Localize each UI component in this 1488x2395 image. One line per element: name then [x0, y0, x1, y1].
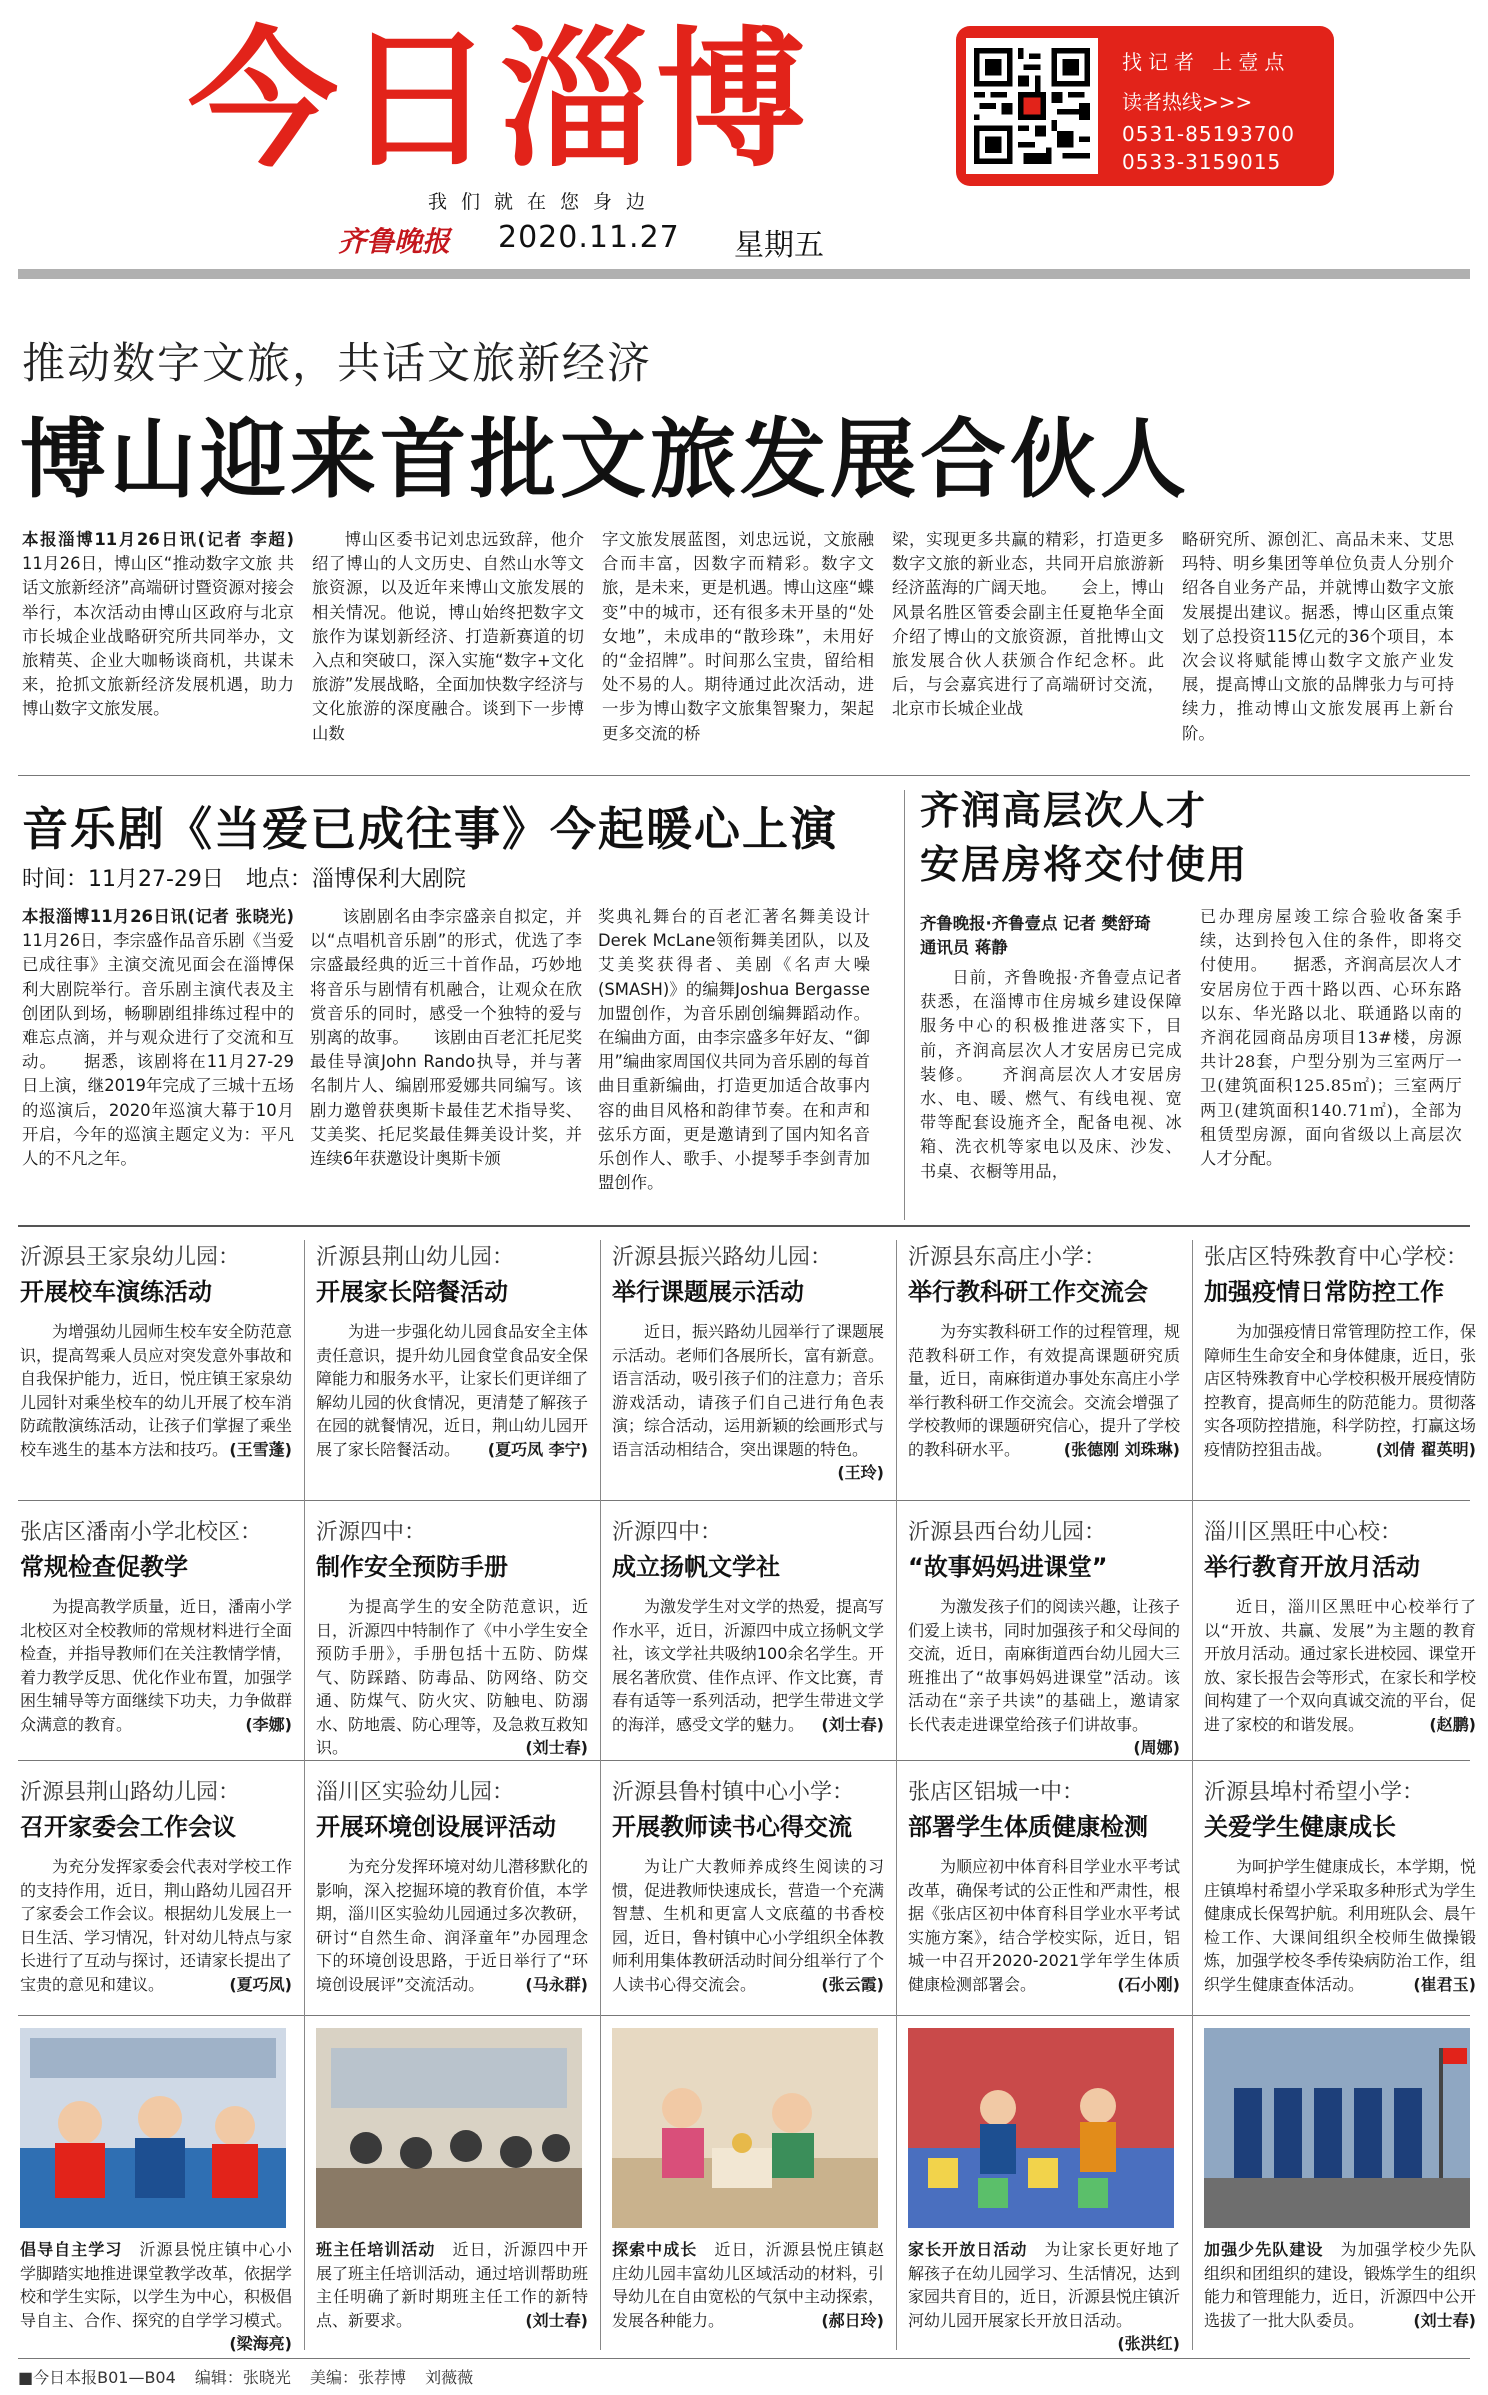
musical-text-3: 奖典礼舞台的百老汇著名舞美设计Derek McLane领衔舞美团队，以及艾美奖获得者、美剧《名声大噪(SMASH)》的编舞Joshua Bergasse加盟创作，为音乐剧创编舞蹈动作。在编曲方面，由李宗盛多年好友、“御用”编曲家周国仪共同为音乐剧的每首曲目重新编曲，打造更加适合故事内容的曲目风格和韵律节奏。在和声和弦乐方面，更是邀请到了国内知名音乐创作人、歌手、小提琴手李剑青加盟创作。	[598, 907, 870, 1193]
hotline-find-reporter: 找记者 上壹点	[1122, 50, 1291, 74]
footer-designer: 美编：张荐博	[310, 2368, 407, 2387]
brief-body	[908, 1595, 1180, 1760]
news-photo	[316, 2028, 582, 2228]
musical-byline: 本报淄博11月26日讯(记者 张晓光)	[22, 907, 294, 926]
brief-title: 举行课题展示活动	[612, 1278, 804, 1306]
row-divider	[18, 1760, 1470, 1761]
photo-caption	[20, 2238, 292, 2356]
brief-kicker: 沂源县振兴路幼儿园：	[612, 1245, 833, 1270]
brief-kicker: 张店区潘南小学北校区：	[20, 1520, 263, 1545]
brief-body	[1204, 1595, 1476, 1736]
column-divider	[896, 1240, 897, 2350]
brief-title: 常规检查促教学	[20, 1553, 188, 1581]
brief-title: 关爱学生健康成长	[1204, 1813, 1396, 1841]
brief-kicker: 张店区特殊教育中心学校：	[1204, 1245, 1469, 1270]
issue-weekday: 星期五	[734, 228, 824, 263]
brief-credit: (周娜)	[1133, 1738, 1180, 1757]
news-photo	[612, 2028, 878, 2228]
row-divider	[18, 1500, 1470, 1501]
section-divider	[18, 1225, 1470, 1227]
photo-caption-text: 为加强学校少先队组织和团组织的建设，锻炼学生的组织能力和管理能力，近日，沂源四中公开选拔了一批大队委员。	[1204, 2240, 1477, 2330]
brief-text: 近日，淄川区黑旺中心校举行了以“开放、共赢、发展”为主题的教育开放月活动。通过家长进校园、课堂开放、家长报告会等形式，在家长和学校间构建了一个双向真诚交流的平台，促进了家校的和谐发展。	[1204, 1597, 1477, 1734]
musical-column-3	[598, 905, 870, 1217]
brief-title: 加强疫情日常防控工作	[1204, 1278, 1444, 1306]
brief-body	[316, 1595, 588, 1760]
musical-headline: 音乐剧《当爱已成往事》今起暖心上演	[22, 802, 838, 856]
brief-title: 制作安全预防手册	[316, 1553, 508, 1581]
brief-body	[20, 1855, 292, 1996]
column-divider	[1192, 1240, 1193, 2350]
lead-column-1	[22, 528, 294, 768]
brief-body	[908, 1855, 1180, 1996]
lead-column-5	[1182, 528, 1454, 768]
hotline-phone-2: 0533-3159015	[1122, 150, 1282, 174]
qr-code-icon	[966, 38, 1098, 174]
paper-name-logo: 齐鲁晚报	[338, 225, 451, 258]
photo-caption	[612, 2238, 884, 2332]
brief-credit: (石小刚)	[1117, 1974, 1180, 1994]
masthead-divider	[18, 269, 1470, 279]
brief-body	[1204, 1855, 1476, 1996]
brief-title: 开展校车演练活动	[20, 1278, 212, 1306]
brief-body	[20, 1595, 292, 1736]
brief-body	[1204, 1320, 1476, 1461]
brief-kicker: 沂源县鲁村镇中心小学：	[612, 1780, 855, 1805]
photo-credit: (梁海亮)	[229, 2334, 292, 2353]
column-divider	[600, 1240, 601, 2350]
brief-title: 开展教师读书心得交流	[612, 1813, 852, 1841]
photo-caption-text: 近日，沂源县悦庄镇赵庄幼儿园丰富幼儿区域活动的材料，引导幼儿在自由宽松的气氛中主动探索，发展各种能力。	[612, 2240, 885, 2330]
brief-credit: (刘士春)	[525, 1738, 588, 1757]
brief-text: 为增强幼儿园师生校车安全防范意识，提高驾乘人员应对突发意外事故和自我保护能力，近日，悦庄镇王家泉幼儿园针对乘坐校车的幼儿开展了校车消防疏散演练活动，让孩子们掌握了乘坐校车逃生的基本方法和技巧。	[20, 1322, 293, 1459]
brief-title: 召开家委会工作会议	[20, 1813, 236, 1841]
photo-caption-text: 近日，沂源四中开展了班主任培训活动，通过培训帮助班主任明确了新时期班主任工作的新特点、新要求。	[316, 2240, 589, 2330]
brief-kicker: 沂源县王家泉幼儿园：	[20, 1245, 241, 1270]
brief-title: 举行教育开放月活动	[1204, 1553, 1420, 1581]
brief-kicker: 淄川区实验幼儿园：	[316, 1780, 515, 1805]
brief-kicker: 沂源县西台幼儿园：	[908, 1520, 1107, 1545]
photo-credit: (张洪红)	[1117, 2334, 1180, 2353]
lead-column-4	[892, 528, 1164, 768]
brief-text: 为呵护学生健康成长，本学期，悦庄镇埠村希望小学采取多种形式为学生健康成长保驾护航。利用班队会、晨午检工作、大课间组织全校师生做操锻炼，加强学校冬季传染病防治工作，组织学生健康查体活动。	[1204, 1857, 1477, 1994]
brief-credit: (张德刚 刘珠琳)	[1063, 1439, 1180, 1459]
section-divider	[18, 775, 1470, 776]
brief-text: 为激发学生对文学的热爱，提高写作水平，近日，沂源四中成立扬帆文学社，该文学社共吸纳100余名学生。开展名著欣赏、佳作点评、作文比赛，青春有适等一系列活动，把学生带进文学的海洋，感受文学的魅力。	[612, 1597, 885, 1734]
brief-credit: (王玲)	[837, 1463, 884, 1482]
brief-title: 举行教科研工作交流会	[908, 1278, 1148, 1306]
housing-headline	[920, 785, 1248, 893]
brief-text: 为加强疫情日常管理防控工作，保障师生生命安全和身体健康，近日，张店区特殊教育中心学校积极开展疫情防控教育，提高师生的防范能力。贯彻落实各项防控措施，科学防控，打赢这场疫情防控狙击战。	[1204, 1322, 1477, 1459]
brief-title: 成立扬帆文学社	[612, 1553, 780, 1581]
reader-hotline-box	[956, 26, 1334, 186]
lead-text-5: 略研究所、源创汇、高品未来、艾思玛特、明乡集团等单位负责人分别介绍各自业务产品，并就博山数字文旅发展提出建议。据悉，博山区重点策划了总投资115亿元的36个项目，本次会议将赋能博山数字文旅产业发展，提高博山文旅的品牌张力与可持续力，推动博山文旅发展再上新台阶。	[1182, 530, 1454, 743]
brief-credit: (夏巧凤)	[229, 1974, 292, 1994]
brief-kicker: 沂源县东高庄小学：	[908, 1245, 1107, 1270]
brief-text: 为夯实教科研工作的过程管理，规范教科研工作，有效提高课题研究质量，近日，南麻街道办事处东高庄小学举行教科研工作交流会。交流会增强了学校教师的课题研究信心，提升了学校的教科研水平。	[908, 1322, 1181, 1459]
brief-text: 为进一步强化幼儿园食品安全主体责任意识，提升幼儿园食堂食品安全保障能力和服务水平，让家长们更详细了解幼儿园的伙食情况，更清楚了解孩子在园的就餐情况，近日，荆山幼儿园开展了家长陪餐活动。	[316, 1322, 589, 1459]
brief-text: 为提高学生的安全防范意识，近日，沂源四中特制作了《中小学生安全预防手册》，手册包括十五防、防煤气、防踩踏、防毒品、防网络、防交通、防煤气、防火灾、防触电、防溺水、防地震、防心理等，及急救互救知识。	[316, 1597, 589, 1757]
brief-credit: (李娜)	[245, 1714, 292, 1734]
lead-text-2: 博山区委书记刘忠远致辞，他介绍了博山的人文历史、自然山水等文旅资源，以及近年来博山文旅发展的相关情况。他说，博山始终把数字文旅作为谋划新经济、打造新赛道的切入点和突破口，深入实施“数字+文化旅游”发展战略，全面加快数字经济与文化旅游的深度融合。谈到下一步博山数	[312, 530, 584, 743]
brief-credit: (夏巧凤 李宁)	[487, 1439, 588, 1459]
slogan: 我们就在您身边	[428, 191, 660, 213]
brief-title: 部署学生体质健康检测	[908, 1813, 1148, 1841]
photo-caption-label: 倡导自主学习	[20, 2240, 123, 2259]
brief-text: 为顺应初中体育科目学业水平考试改革，确保考试的公正性和严肃性，根据《张店区初中体育科目学业水平考试实施方案》，结合学校实际，近日，铝城一中召开2020-2021学年学生体质健康检测部署会。	[908, 1857, 1181, 1994]
musical-column-2	[310, 905, 582, 1217]
brief-kicker: 沂源县荆山路幼儿园：	[20, 1780, 241, 1805]
lead-column-3	[602, 528, 874, 768]
brief-body	[20, 1320, 292, 1461]
brief-kicker: 张店区铝城一中：	[908, 1780, 1085, 1805]
brief-text: 近日，振兴路幼儿园举行了课题展示活动。老师们各展所长，富有新意。语言活动，吸引孩子们的注意力；音乐游戏活动，请孩子们自己进行角色表演；综合活动，运用新颖的绘画形式与语言活动相结合，突出课题的特色。	[612, 1322, 885, 1459]
lead-kicker: 推动数字文旅，共话文旅新经济	[22, 339, 652, 389]
photo-caption-text: 沂源县悦庄镇中心小学脚踏实地推进课堂教学改革，依据学校和学生实际，以学生为中心，积极倡导自主、合作、探究的自学学习模式。	[20, 2240, 293, 2330]
photo-caption-label: 探索中成长	[612, 2240, 698, 2259]
brief-kicker: 沂源四中：	[612, 1520, 723, 1545]
photo-caption-label: 班主任培训活动	[316, 2240, 436, 2259]
musical-column-1	[22, 905, 294, 1217]
photo-credit: (刘士春)	[525, 2310, 588, 2330]
column-divider	[904, 790, 905, 1220]
brief-kicker: 沂源县埠村希望小学：	[1204, 1780, 1425, 1805]
housing-headline-line-1: 齐润高层次人才	[920, 789, 1208, 834]
brief-body	[316, 1855, 588, 1996]
brief-body	[908, 1320, 1180, 1461]
newspaper-title: 今日淄博	[188, 14, 813, 188]
lead-headline: 博山迎来首批文旅发展合伙人	[20, 410, 1190, 510]
brief-body	[612, 1855, 884, 1996]
news-photo	[908, 2028, 1174, 2228]
brief-title: 开展环境创设展评活动	[316, 1813, 556, 1841]
brief-title: 开展家长陪餐活动	[316, 1278, 508, 1306]
brief-text: 为充分发挥家委会代表对学校工作的支持作用，近日，荆山路幼儿园召开了家委会工作会议。根据幼儿发展上一日生活、学习情况，针对幼儿特点与家长进行了互动与探讨，还请家长提出了宝贵的意见和建议。	[20, 1857, 293, 1994]
brief-text: 为激发孩子们的阅读兴趣，让孩子们爱上读书，同时加强孩子和父母间的交流，近日，南麻街道西台幼儿园大三班推出了“故事妈妈进课堂”活动。该活动在“亲子共读”的基础上，邀请家长代表走进课堂给孩子们讲故事。	[908, 1597, 1181, 1734]
row-divider	[18, 2015, 1470, 2016]
brief-kicker: 沂源县荆山幼儿园：	[316, 1245, 515, 1270]
housing-column-2	[1200, 905, 1462, 1217]
housing-byline: 齐鲁晚报·齐鲁壹点 记者 樊舒琦 通讯员 蒋静	[920, 914, 1151, 958]
brief-text: 为提高教学质量，近日，潘南小学北校区对全校教师的常规材料进行全面检查，并指导教师们在关注教情学情，着力教学反思、优化作业布置，加强学困生辅导等方面继续下功夫，力争做群众满意的教育。	[20, 1597, 293, 1734]
lead-column-2	[312, 528, 584, 768]
masthead	[18, 12, 1470, 277]
footer-editor: 编辑：张晓光	[194, 2368, 291, 2387]
brief-text: 为让广大教师养成终生阅读的习惯，促进教师快速成长，营造一个充满智慧、生机和更富人文底蕴的书香校园，近日，鲁村镇中心小学组织全体教师利用集体教研活动时间分组举行了个人读书心得交流会。	[612, 1857, 885, 1994]
housing-headline-line-2: 安居房将交付使用	[920, 843, 1249, 888]
hotline-phone-1: 0531-85193700	[1122, 122, 1295, 146]
lead-text-1: 11月26日，博山区“推动数字文旅 共话文旅新经济”高端研讨暨资源对接会举行，本次活动由博山区政府与北京市长城企业战略研究所共同举办，文旅精英、企业大咖畅谈商机，共谋未来，抢抓文旅新经济发展机遇，助力博山数字文旅发展。	[22, 554, 294, 719]
housing-text-1: 日前，齐鲁晚报·齐鲁壹点记者获悉，在淄博市住房城乡建设保障服务中心的积极推进落实下，目前，齐润高层次人才安居房已完成装修。 齐润高层次人才安居房水、电、暖、燃气、有线电视、宽带等配套设施齐全，配备电视、冰箱、洗衣机等家电以及床、沙发、书桌、衣橱等用品，	[920, 968, 1182, 1181]
news-photo	[20, 2028, 286, 2228]
photo-credit: (刘士春)	[1413, 2310, 1476, 2330]
lead-text-3: 字文旅发展蓝图，刘忠远说，文旅融合而丰富，因数字而精彩。数字文旅，是未来，更是机遇。博山这座“蝶变”中的城市，还有很多未开垦的“处女地”，未成串的“散珍珠”，未用好的“金招牌”。时间那么宝贵，留给相处不易的人。期待通过此次活动，进一步为博山数字文旅集智聚力，架起更多交流的桥	[602, 530, 874, 743]
footer-pages: ■今日本报B01—B04	[18, 2368, 176, 2387]
lead-byline: 本报淄博11月26日讯(记者 李超)	[22, 530, 294, 549]
brief-credit: (刘倩 翟英明)	[1375, 1439, 1476, 1459]
news-photo	[1204, 2028, 1470, 2228]
row-divider	[18, 2358, 1470, 2359]
brief-credit: (刘士春)	[821, 1714, 884, 1734]
musical-time-venue: 时间：11月27-29日 地点：淄博保利大剧院	[22, 867, 466, 892]
lead-text-4: 梁，实现更多共赢的精彩，打造更多数字文旅的新业态，共同开启旅游新经济蓝海的广阔天地。 会上，博山风景名胜区管委会副主任夏艳华全面介绍了博山的文旅资源，首批博山文旅发展合伙人获颁合作纪念杯。此后，与会嘉宾进行了高端研讨交流，北京市长城企业战	[892, 530, 1164, 719]
footer-proofreader: 刘薇薇	[425, 2368, 474, 2387]
column-divider	[304, 1240, 305, 2350]
photo-caption-text: 为让家长更好地了解孩子在幼儿园学习、生活情况，达到家园共育目的，近日，沂源县悦庄镇沂河幼儿园开展家长开放日活动。	[908, 2240, 1181, 2330]
photo-caption	[316, 2238, 588, 2332]
photo-caption	[1204, 2238, 1476, 2332]
housing-column-1	[920, 966, 1182, 1218]
brief-body	[612, 1320, 884, 1485]
brief-credit: (马永群)	[525, 1974, 588, 1994]
hotline-label: 读者热线>>>	[1122, 90, 1253, 114]
brief-credit: (张云霞)	[821, 1974, 884, 1994]
photo-caption-label: 加强少先队建设	[1204, 2240, 1324, 2259]
brief-text: 为充分发挥环境对幼儿潜移默化的影响，深入挖掘环境的教育价值，本学期，淄川区实验幼儿园通过多次教研，研讨“自然生命、润泽童年”办园理念下的环境创设思路，于近日举行了“环境创设展评”交流活动。	[316, 1857, 589, 1994]
brief-credit: (崔君玉)	[1413, 1974, 1476, 1994]
brief-title: “故事妈妈进课堂”	[908, 1553, 1108, 1581]
brief-body	[612, 1595, 884, 1736]
housing-text-2: 已办理房屋竣工综合验收备案手续，达到拎包入住的条件，即将交付使用。 据悉，齐润高层次人才安居房位于西十路以西、心环东路以东、华光路以北、联通路以南的齐润花园商品房项目13#楼，房源共计28套，户型分别为三室两厅一卫(建筑面积125.85㎡)；三室两厅两卫(建筑面积140.71㎡)，全部为租赁型房源，面向省级以上高层次人才分配。	[1200, 907, 1462, 1169]
brief-kicker: 淄川区黑旺中心校：	[1204, 1520, 1403, 1545]
musical-text-1: 11月26日，李宗盛作品音乐剧《当爱已成往事》主演交流见面会在淄博保利大剧院举行。音乐剧主演代表及主创团队到场，畅聊剧组排练过程中的难忘点滴，并与观众进行了交流和互动。 据悉，该剧将在11月27-29日上演，继2019年完成了三城十五场的巡演后，2020年巡演大幕于10月开启，今年的巡演主题定义为：平凡人的不凡之年。	[22, 931, 294, 1169]
brief-credit: (赵鹏)	[1429, 1714, 1476, 1734]
page-footer	[18, 2365, 487, 2388]
photo-caption	[908, 2238, 1180, 2356]
issue-date: 2020.11.27	[498, 220, 680, 255]
brief-kicker: 沂源四中：	[316, 1520, 427, 1545]
brief-credit: (王雪蓬)	[229, 1439, 292, 1459]
photo-credit: (郝日玲)	[821, 2310, 884, 2330]
brief-body	[316, 1320, 588, 1461]
musical-text-2: 该剧剧名由李宗盛亲自拟定，并以“点唱机音乐剧”的形式，优选了李宗盛最经典的近三十首作品，巧妙地将音乐与剧情有机融合，让观众在欣赏音乐的同时，感受一个独特的爱与别离的故事。 该剧由百老汇托尼奖最佳导演John Rando执导，并与著名制片人、编剧邢爱娜共同编写。该剧力邀曾获奥斯卡最佳艺术指导奖、艾美奖、托尼奖最佳舞美设计奖，并连续6年获邀设计奥斯卡颁	[310, 907, 582, 1169]
photo-caption-label: 家长开放日活动	[908, 2240, 1028, 2259]
